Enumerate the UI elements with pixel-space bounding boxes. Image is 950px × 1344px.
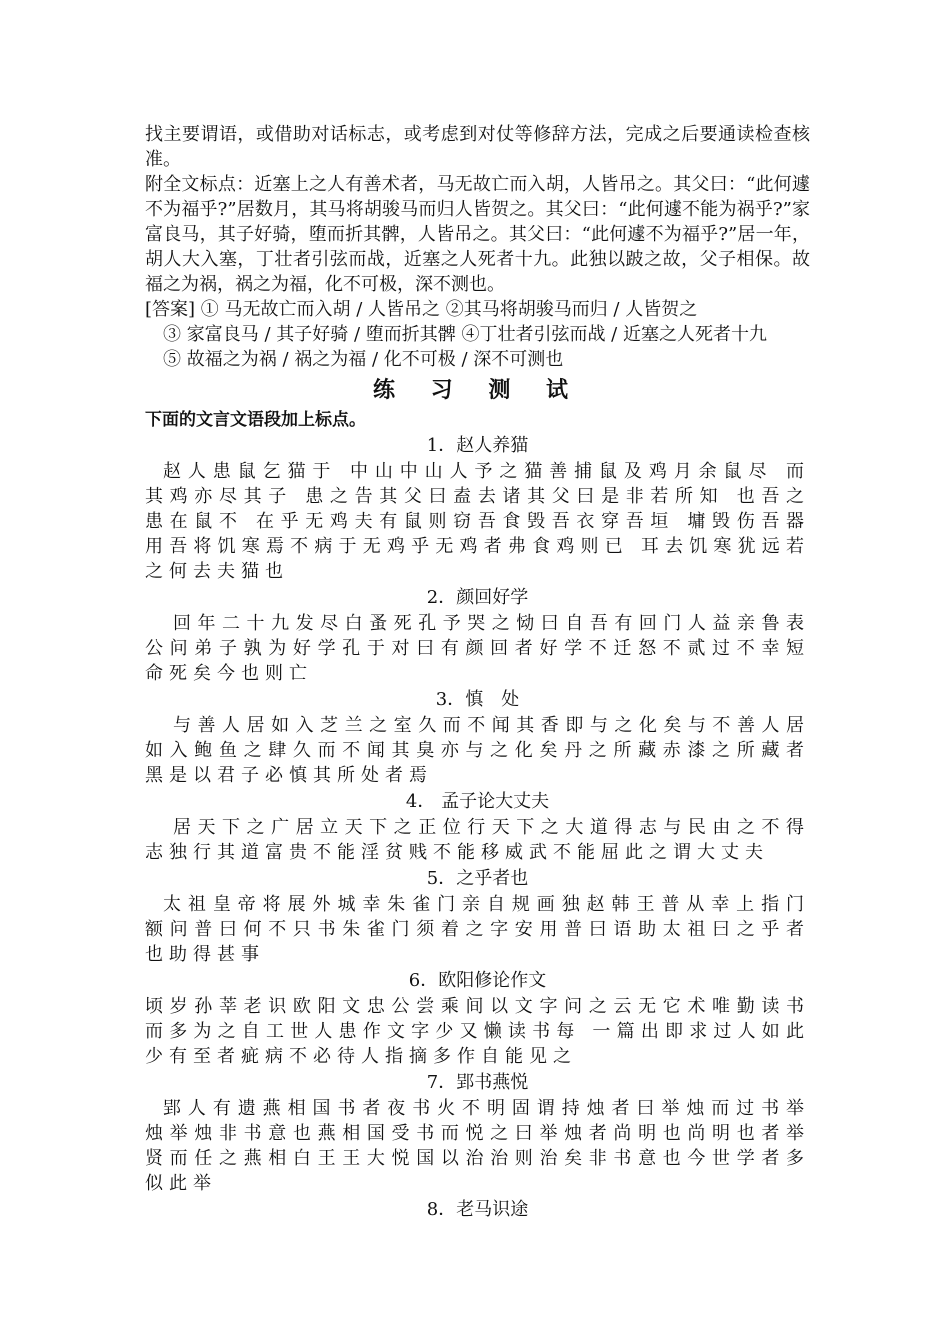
item-title-1: 1．赵人养猫 [426, 435, 529, 456]
item-body-5: 太祖皇帝将展外城幸朱雀门亲自规画独赵韩王普从幸上指门额问普曰何不只书朱雀门须着之字安用普曰语助太祖曰之乎者也助得甚事 [145, 894, 810, 965]
section-title: 练 习 测 试 [373, 378, 582, 403]
item-title-2: 2．颜回好学 [426, 587, 529, 608]
item-body-7: 郢人有遗燕相国书者夜书火不明固谓持烛者曰举烛而过书举烛举烛非书意也燕相国受书而悦之曰举烛者尚明也尚明也者举贤而任之燕相白王王大悦国以治治则治矣非书意也今世学者多似此举 [145, 1098, 810, 1194]
item-body-4: 居天下之广居立天下之正位行天下之大道得志与民由之不得志独行其道富贵不能淫贫贱不能移威武不能屈此之谓大丈夫 [145, 817, 810, 863]
answer-line-1: [答案] ① 马无故亡而入胡 / 人皆吊之 ②其马将胡骏马而归 / 人皆贺之 [145, 299, 698, 320]
item-title-4: 4． 孟子论大丈夫 [405, 791, 550, 812]
answer-block [145, 297, 810, 372]
item-title-3: 3．慎 处 [435, 689, 520, 710]
item-title-6: 6．欧阳修论作文 [408, 970, 547, 991]
answer-line-3: ⑤ 故福之为祸 / 祸之为福 / 化不可极 / 深不可测也 [163, 349, 564, 370]
item-title-7: 7．郢书燕悦 [426, 1072, 529, 1093]
item-body-2: 回年二十九发尽白蚤死孔予哭之恸曰自吾有回门人益亲鲁表公问弟子孰为好学孔于对曰有颜回者好学不迁怒不贰过不幸短命死矣今也则亡 [145, 613, 810, 684]
item-body-3: 与善人居如入芝兰之室久而不闻其香即与之化矣与不善人居如入鲍鱼之肆久而不闻其臭亦与之化矣丹之所藏赤漆之所藏者黑是以君子必慎其所处者焉 [145, 715, 810, 786]
document-page [145, 122, 810, 1223]
item-body-1: 赵人患鼠乞猫于 中山中山人予之猫善捕鼠及鸡月余鼠尽 而其鸡亦尽其子 患之告其父曰盍去诸其父曰是非若所知 也吾之患在鼠不 在乎无鸡夫有鼠则窃吾食毁吾衣穿吾垣 墉毁伤吾器用吾将饥寒焉不病于无鸡乎无鸡者弗食鸡则已 耳去饥寒犹远若之何去夫猫也 [145, 461, 810, 582]
full-text-punctuation: 附全文标点：近塞上之人有善术者，马无故亡而入胡，人皆吊之。其父曰：“此何遽不为福乎?”居数月，其马将胡骏马而归人皆贺之。其父曰：“此何遽不能为祸乎?”家富良马，其子好骑，堕而折其髀，人皆吊之。其父曰：“此何遽不为福乎?”居一年，胡人大入塞，丁壮者引弦而战，近塞之人死者十九。此独以跛之故，父子相保。故福之为祸，祸之为福，化不可极，深不测也。 [145, 174, 810, 295]
section-instruction: 下面的文言文语段加上标点。 [145, 410, 366, 430]
item-body-6: 顷岁孙莘老识欧阳文忠公尝乘间以文字问之云无它术唯勤读书而多为之自工世人患作文字少又懒读书每 一篇出即求过人如此少有至者疵病不必待人指摘多作自能见之 [145, 996, 810, 1067]
item-title-8: 8．老马识途 [426, 1199, 529, 1220]
answer-line-2: ③ 家富良马 / 其子好骑 / 堕而折其髀 ④丁壮者引弦而战 / 近塞之人死者十九 [163, 324, 767, 345]
intro-paragraph: 找主要谓语，或借助对话标志，或考虑到对仗等修辞方法，完成之后要通读检查核准。 [145, 124, 810, 170]
item-title-5: 5．之乎者也 [426, 868, 529, 889]
